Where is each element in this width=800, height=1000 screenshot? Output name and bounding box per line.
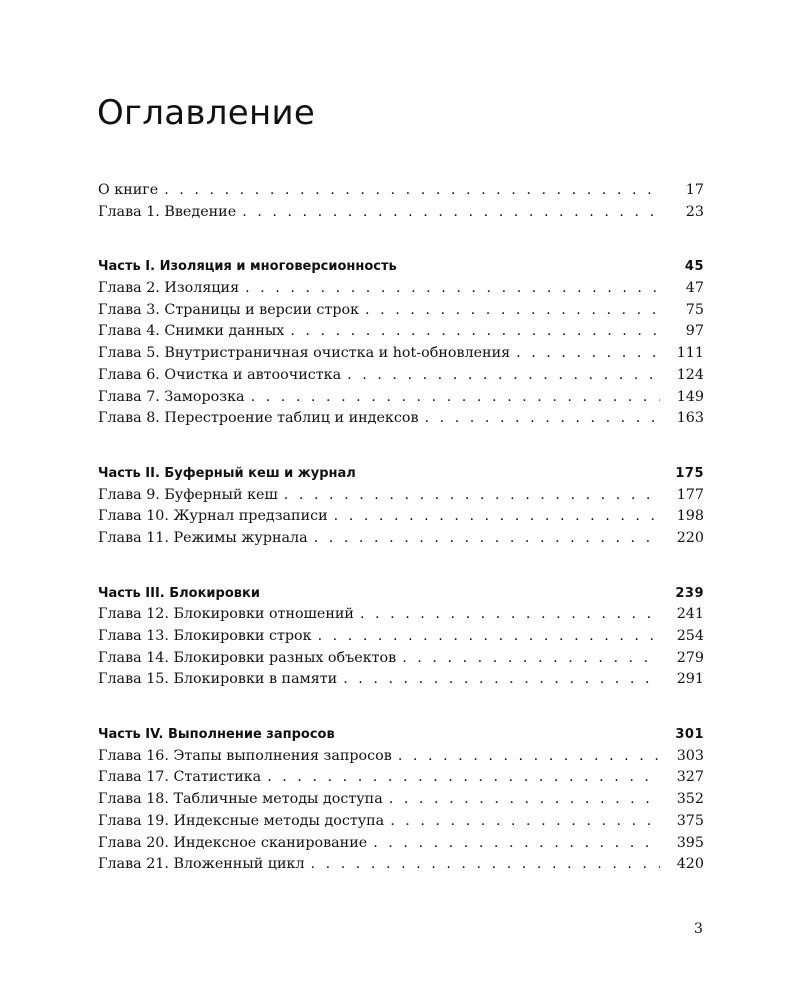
dot-leader <box>343 669 660 691</box>
dot-leader <box>245 278 660 300</box>
entry-title: О книге <box>98 182 159 198</box>
toc-entry[interactable] <box>98 604 704 626</box>
dot-leader <box>284 485 660 507</box>
entry-title: Глава 11. Режимы журнала <box>98 529 308 546</box>
entry-title: Глава 20. Индексное сканирование <box>98 834 368 851</box>
dot-leader <box>290 321 660 343</box>
dot-leader <box>267 767 660 789</box>
entry-title: Глава 16. Этапы выполнения запросов <box>98 747 392 764</box>
toc-entry[interactable] <box>98 343 704 365</box>
entry-title: Глава 8. Перестроение таблиц и индексов <box>98 410 419 427</box>
entry-page-number: 375 <box>676 812 704 829</box>
entry-page-number: 327 <box>676 769 704 786</box>
entry-page-number: 23 <box>685 203 704 220</box>
part-title: Часть III. Блокировки <box>98 585 260 601</box>
part-title: Часть II. Буферный кеш и журнал <box>98 465 356 481</box>
dot-leader <box>373 833 660 855</box>
entry-page-number: 395 <box>676 834 704 851</box>
dot-leader <box>314 528 660 550</box>
toc-entry[interactable] <box>98 746 704 768</box>
part-page-number: 239 <box>675 585 704 601</box>
toc-entry[interactable] <box>98 789 704 811</box>
entry-page-number: 149 <box>676 388 704 405</box>
entry-title: Глава 4. Снимки данных <box>98 323 285 340</box>
entry-title: Глава 19. Индексные методы доступа <box>98 812 385 829</box>
entry-title: Глава 17. Статистика <box>98 769 262 786</box>
toc-entry[interactable] <box>98 767 704 789</box>
entry-page-number: 254 <box>676 628 704 644</box>
dot-leader <box>365 300 660 322</box>
toc-part-section <box>98 463 704 550</box>
toc-part-section <box>98 583 704 691</box>
entry-page-number: 111 <box>676 345 704 362</box>
entry-page-number: 177 <box>676 486 704 503</box>
entry-page-number: 352 <box>676 791 704 808</box>
toc-entry[interactable] <box>98 528 704 550</box>
dot-leader <box>334 506 660 528</box>
toc-entry[interactable] <box>98 811 704 833</box>
toc-entry[interactable] <box>98 648 704 670</box>
entry-title: Глава 7. Заморозка <box>98 388 245 405</box>
entry-title: Глава 13. Блокировки строк <box>98 628 312 644</box>
entry-page-number: 241 <box>676 606 704 623</box>
dot-leader <box>402 648 660 670</box>
part-title: Часть IV. Выполнение запросов <box>98 727 335 743</box>
part-page-number: 45 <box>684 259 704 275</box>
page-title: Оглавление <box>97 93 316 133</box>
toc-entry[interactable] <box>98 485 704 507</box>
entry-page-number: 420 <box>676 856 704 873</box>
dot-leader <box>389 789 660 811</box>
entry-title: Глава 5. Внутристраничная очистка и hot-обновления <box>98 345 511 362</box>
toc-entry[interactable] <box>98 321 704 343</box>
entry-title: Глава 3. Страницы и версии строк <box>98 301 360 318</box>
entry-page-number: 303 <box>676 747 704 764</box>
dot-leader <box>311 854 660 876</box>
table-of-contents <box>98 180 704 909</box>
entry-page-number: 47 <box>685 280 704 297</box>
toc-front-section <box>98 180 704 223</box>
entry-page-number: 97 <box>685 323 704 340</box>
entry-page-number: 163 <box>676 410 704 427</box>
toc-part-section <box>98 256 704 430</box>
toc-part-heading[interactable] <box>98 256 704 278</box>
entry-page-number: 198 <box>676 508 704 525</box>
toc-entry[interactable] <box>98 180 704 202</box>
dot-leader <box>318 626 660 648</box>
toc-part-heading[interactable] <box>98 724 704 746</box>
toc-entry[interactable] <box>98 387 704 409</box>
toc-entry[interactable] <box>98 833 704 855</box>
entry-title: Глава 14. Блокировки разных объектов <box>98 649 397 666</box>
toc-part-heading[interactable] <box>98 463 704 485</box>
toc-part-heading[interactable] <box>98 583 704 605</box>
toc-entry[interactable] <box>98 669 704 691</box>
toc-entry[interactable] <box>98 506 704 528</box>
toc-entry[interactable] <box>98 626 704 648</box>
entry-page-number: 124 <box>676 366 704 383</box>
entry-title: Глава 2. Изоляция <box>98 280 240 297</box>
entry-title: Глава 9. Буферный кеш <box>98 486 278 503</box>
toc-part-section <box>98 724 704 876</box>
entry-title: Глава 10. Журнал предзаписи <box>98 508 328 525</box>
toc-entry[interactable] <box>98 202 704 224</box>
entry-page-number: 17 <box>685 182 704 198</box>
toc-entry[interactable] <box>98 408 704 430</box>
toc-entry[interactable] <box>98 854 704 876</box>
toc-entry[interactable] <box>98 278 704 300</box>
page-number: 3 <box>693 921 703 937</box>
entry-title: Глава 6. Очистка и автоочистка <box>98 366 342 383</box>
entry-title: Глава 18. Табличные методы доступа <box>98 791 383 808</box>
toc-entry[interactable] <box>98 300 704 322</box>
entry-page-number: 291 <box>676 671 704 688</box>
dot-leader <box>425 408 660 430</box>
dot-leader <box>164 180 660 202</box>
dot-leader <box>516 343 660 365</box>
entry-title: Глава 15. Блокировки в памяти <box>98 671 338 688</box>
dot-leader <box>390 811 660 833</box>
entry-page-number: 279 <box>676 649 704 666</box>
entry-title: Глава 12. Блокировки отношений <box>98 606 354 623</box>
toc-entry[interactable] <box>98 365 704 387</box>
part-title: Часть I. Изоляция и многоверсионность <box>98 259 397 275</box>
part-page-number: 175 <box>675 465 704 481</box>
dot-leader <box>251 387 660 409</box>
dot-leader <box>347 365 660 387</box>
dot-leader <box>398 746 660 768</box>
entry-page-number: 220 <box>676 529 704 546</box>
entry-title: Глава 21. Вложенный цикл <box>98 856 305 873</box>
entry-page-number: 75 <box>685 301 704 318</box>
dot-leader <box>360 604 660 626</box>
part-page-number: 301 <box>675 727 704 743</box>
entry-title: Глава 1. Введение <box>98 203 237 220</box>
dot-leader <box>242 202 660 224</box>
